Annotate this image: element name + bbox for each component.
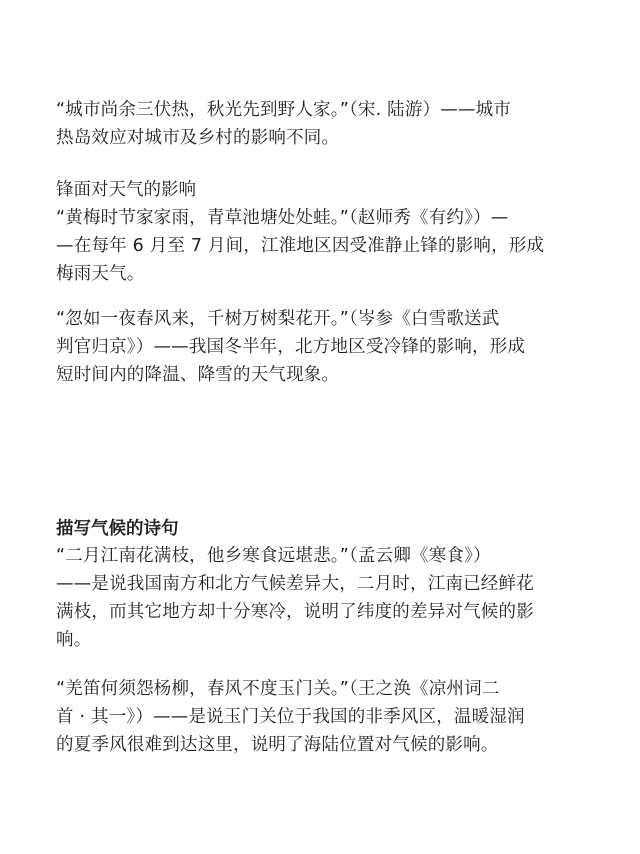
paragraph-yumen-pass: [56, 675, 596, 759]
text-line: ——是说我国南方和北方气候差异大，二月时，江南已经鲜花: [56, 574, 534, 594]
text-line: 的夏季风很难到达这里，说明了海陆位置对气候的影响。: [56, 735, 499, 755]
text-line: —在每年 6 月至 7 月间，江淮地区因受准静止锋的影响，形成: [56, 236, 545, 256]
paragraph-jiangnan-flowers: [56, 542, 596, 654]
heading-climate-poems: 描写气候的诗句: [56, 519, 179, 539]
text-line: 梅雨天气。: [56, 264, 145, 284]
text-line: “黄梅时节家家雨，青草池塘处处蛙。”（赵师秀《有约》）—: [56, 208, 509, 228]
text-line: “忽如一夜春风来，千树万树梨花开。”（岑参《白雪歌送武: [56, 309, 500, 329]
text-line: 短时间内的降温、降雪的天气现象。: [56, 365, 340, 385]
paragraph-lu-you-urban-heat-island: [56, 96, 596, 152]
paragraph-huang-mei-rain: [56, 204, 596, 288]
text-line: “城市尚余三伏热，秋光先到野人家。”（宋. 陆游）——城市: [56, 100, 512, 120]
heading-front-weather: 锋面对天气的影响: [56, 180, 196, 200]
text-line: 首 · 其一》）——是说玉门关位于我国的非季风区，温暖湿润: [56, 707, 525, 727]
text-line: 响。: [56, 630, 92, 650]
text-line: 热岛效应对城市及乡村的影响不同。: [56, 128, 340, 148]
text-line: 判官归京》）——我国冬半年，北方地区受冷锋的影响，形成: [56, 337, 526, 357]
text-line: “二月江南花满枝，他乡寒食远堪悲。”（孟云卿《寒食》）: [56, 546, 491, 566]
paragraph-spring-wind-pear-blossom: [56, 305, 596, 389]
text-line: “羌笛何须怨杨柳，春风不度玉门关。”（王之涣《凉州词二: [56, 679, 500, 699]
text-line: 满枝，而其它地方却十分寒冷，说明了纬度的差异对气候的影: [56, 602, 534, 622]
